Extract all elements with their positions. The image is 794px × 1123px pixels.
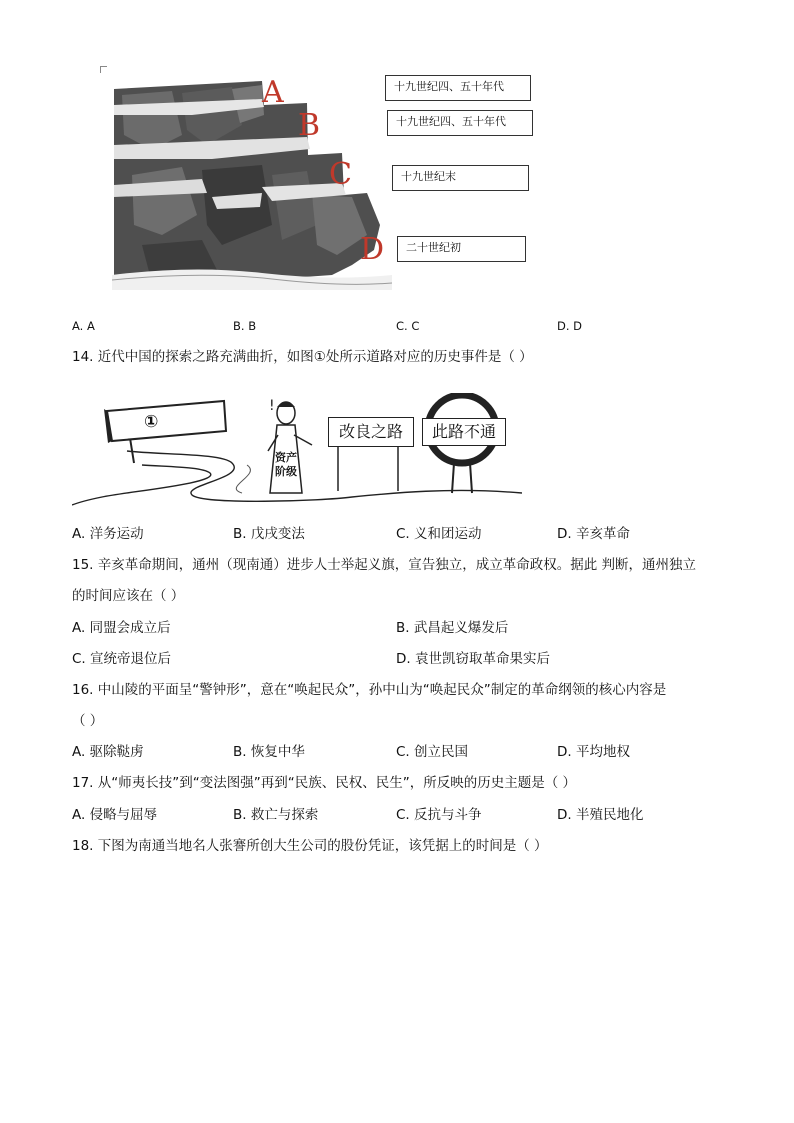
q17-stem: 17. 从“师夷长技”到“变法图强”再到“民族、民权、民生”，所反映的历史主题是（ ）: [72, 775, 577, 791]
q16-stem-line1: 16. 中山陵的平面呈“警钟形”，意在“唤起民众”，孙中山为“唤起民众”制定的革命纲领的核心内容是: [72, 682, 667, 698]
sign-marker: ①: [144, 412, 159, 432]
q15-stem-line1: 15. 辛亥革命期间，通州（现南通）进步人士举起义旗，宣告独立，成立革命政权。据此 判断，通州独立: [72, 557, 697, 573]
sign-reform-road: 改良之路: [328, 417, 414, 447]
stage-letter-d: D: [360, 232, 385, 267]
sign-board-left: [107, 401, 226, 441]
q14-stem: 14. 近代中国的探索之路充满曲折，如图①处所示道路对应的历史事件是（ ）: [72, 349, 533, 365]
q15-option-b[interactable]: B. 武昌起义爆发后: [396, 620, 509, 636]
q16-stem-line2: （ ）: [72, 713, 104, 729]
q17-option-b[interactable]: B. 救亡与探索: [233, 807, 319, 823]
q15-stem-line2: 的时间应该在（ ）: [72, 588, 185, 604]
stage-letter-c: C: [329, 157, 352, 192]
figure-label-line1: 资产: [275, 451, 297, 464]
q15-option-d[interactable]: D. 袁世凯窃取革命果实后: [396, 651, 550, 667]
corner-mark: [100, 66, 107, 73]
q14-option-b[interactable]: B. 戊戌变法: [233, 526, 305, 542]
q14-road-figure: [72, 393, 522, 513]
q13-option-d[interactable]: D. D: [557, 319, 583, 333]
q13-option-c[interactable]: C. C: [396, 319, 420, 333]
q14-option-a[interactable]: A. 洋务运动: [72, 526, 144, 542]
stage-letter-b: B: [298, 108, 321, 143]
sign-road-blocked: 此路不通: [422, 418, 506, 446]
q15-option-a[interactable]: A. 同盟会成立后: [72, 620, 171, 636]
q17-option-c[interactable]: C. 反抗与斗争: [396, 807, 482, 823]
q18-stem: 18. 下图为南通当地名人张謇所创大生公司的股份凭证，该凭据上的时间是（ ）: [72, 838, 548, 854]
q17-option-a[interactable]: A. 侵略与屈辱: [72, 807, 158, 823]
era-label-c: 十九世纪末: [392, 165, 529, 191]
road-illustration: [72, 393, 522, 513]
q16-option-a[interactable]: A. 驱除鞑虏: [72, 744, 144, 760]
q16-option-c[interactable]: C. 创立民国: [396, 744, 469, 760]
q13-option-b[interactable]: B. B: [233, 319, 257, 333]
q13-option-a[interactable]: A. A: [72, 319, 95, 333]
q17-option-d[interactable]: D. 半殖民地化: [557, 807, 644, 823]
q14-option-d[interactable]: D. 辛亥革命: [557, 526, 630, 542]
figure-label-line2: 阶级: [275, 465, 297, 478]
era-label-a: 十九世纪四、五十年代: [385, 75, 531, 101]
svg-text:!: !: [269, 398, 275, 414]
era-label-b: 十九世纪四、五十年代: [387, 110, 533, 136]
q16-option-b[interactable]: B. 恢复中华: [233, 744, 305, 760]
q15-option-c[interactable]: C. 宣统帝退位后: [72, 651, 172, 667]
q14-option-c[interactable]: C. 义和团运动: [396, 526, 482, 542]
era-label-d: 二十世纪初: [397, 236, 526, 262]
q16-option-d[interactable]: D. 平均地权: [557, 744, 630, 760]
stage-letter-a: A: [262, 75, 284, 110]
